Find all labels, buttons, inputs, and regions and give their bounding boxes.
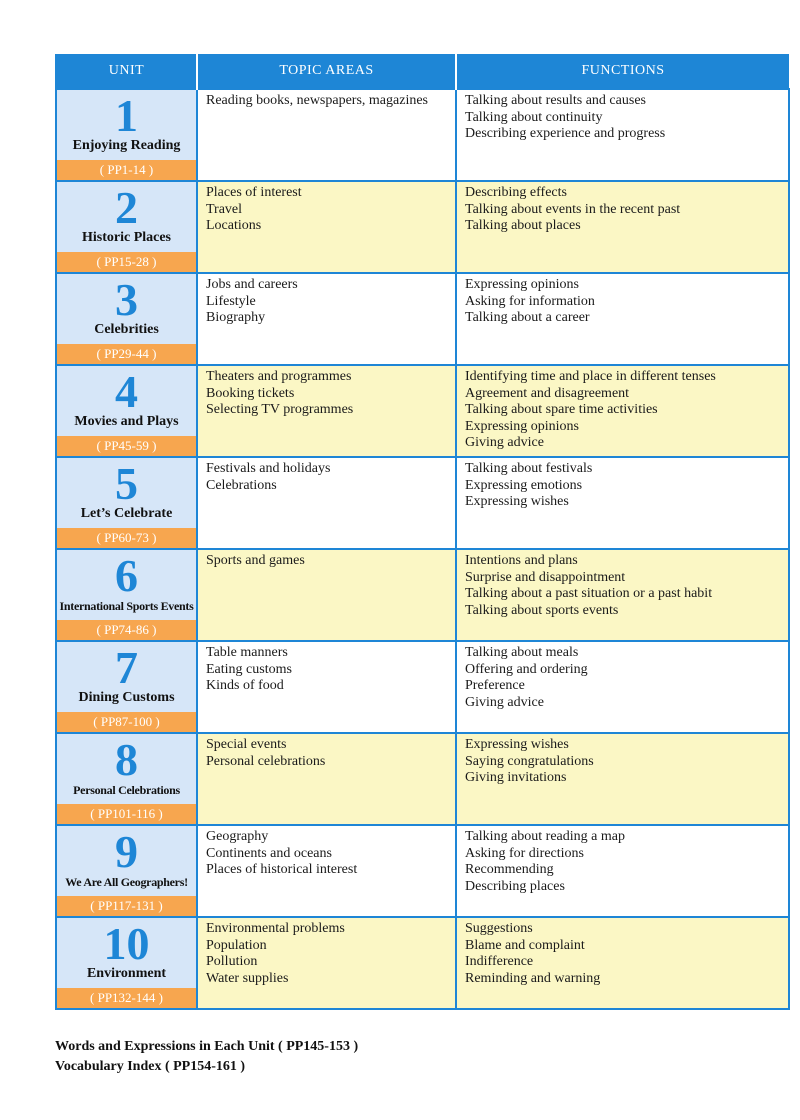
function-item: Blame and complaint bbox=[465, 937, 585, 953]
function-item: Expressing emotions bbox=[465, 477, 583, 493]
unit-title: Celebrities bbox=[94, 322, 159, 337]
function-item: Intentions and plans bbox=[465, 553, 578, 568]
topic-item: Places of interest bbox=[206, 185, 302, 200]
unit-number: 2 bbox=[115, 182, 138, 233]
function-item: Preference bbox=[465, 678, 525, 693]
unit-title: Historic Places bbox=[81, 230, 172, 245]
function-item: Talking about meals bbox=[465, 645, 579, 660]
unit-row bbox=[56, 733, 789, 825]
unit-pages: ( PP15-28 ) bbox=[57, 252, 196, 272]
unit-row bbox=[56, 549, 789, 641]
unit-cell bbox=[56, 641, 197, 733]
unit-pages: ( PP101-116 ) bbox=[57, 804, 196, 824]
function-item: Talking about events in the recent past bbox=[465, 201, 681, 217]
function-item: Talking about a career bbox=[465, 310, 590, 325]
unit-cell bbox=[56, 273, 197, 365]
topic-item: Biography bbox=[206, 310, 266, 325]
function-item: Giving advice bbox=[465, 435, 544, 450]
function-item: Talking about results and causes bbox=[465, 93, 646, 108]
unit-row bbox=[56, 457, 789, 549]
unit-pages: ( PP74-86 ) bbox=[57, 620, 196, 640]
topic-areas-cell bbox=[197, 89, 456, 181]
topic-item: Kinds of food bbox=[206, 678, 284, 693]
unit-cell bbox=[56, 365, 197, 457]
topic-areas-cell bbox=[197, 825, 456, 917]
topic-areas-cell bbox=[197, 181, 456, 273]
function-item: Talking about places bbox=[465, 218, 581, 233]
unit-title: We Are All Geographers! bbox=[65, 875, 188, 889]
contents-table bbox=[55, 54, 790, 1010]
topic-item: Theaters and programmes bbox=[206, 369, 352, 384]
function-item: Surprise and disappointment bbox=[465, 569, 626, 585]
unit-row bbox=[56, 365, 789, 457]
topic-item: Booking tickets bbox=[206, 385, 295, 401]
function-item: Talking about reading a map bbox=[465, 829, 625, 844]
topic-item: Reading books, newspapers, magazines bbox=[206, 93, 428, 108]
unit-cell bbox=[56, 917, 197, 1009]
footer bbox=[55, 1037, 358, 1077]
footer-words-expressions: Words and Expressions in Each Unit ( PP145-153 ) bbox=[55, 1039, 359, 1054]
unit-number: 5 bbox=[115, 458, 138, 509]
function-item: Saying congratulations bbox=[465, 753, 594, 769]
functions-cell bbox=[456, 733, 789, 825]
unit-title: Personal Celebrations bbox=[73, 783, 180, 797]
unit-cell bbox=[56, 181, 197, 273]
function-item: Asking for directions bbox=[465, 845, 584, 861]
function-item: Describing experience and progress bbox=[465, 126, 666, 141]
unit-pages: ( PP117-131 ) bbox=[57, 896, 196, 916]
unit-pages: ( PP29-44 ) bbox=[57, 344, 196, 364]
topic-item: Sports and games bbox=[206, 553, 305, 568]
function-item: Offering and ordering bbox=[465, 661, 588, 677]
topic-item: Population bbox=[206, 937, 267, 953]
unit-title: International Sports Events bbox=[59, 599, 194, 613]
unit-pages: ( PP1-14 ) bbox=[57, 160, 196, 180]
unit-pages: ( PP132-144 ) bbox=[57, 988, 196, 1008]
unit-row bbox=[56, 825, 789, 917]
functions-cell bbox=[456, 365, 789, 457]
function-item: Agreement and disagreement bbox=[465, 385, 630, 401]
unit-pages: ( PP87-100 ) bbox=[57, 712, 196, 732]
function-item: Suggestions bbox=[465, 921, 533, 936]
functions-cell bbox=[456, 181, 789, 273]
functions-cell bbox=[456, 273, 789, 365]
topic-item: Pollution bbox=[206, 954, 258, 969]
topic-item: Geography bbox=[206, 829, 269, 844]
unit-title: Enjoying Reading bbox=[72, 138, 181, 153]
unit-cell bbox=[56, 733, 197, 825]
unit-pages: ( PP60-73 ) bbox=[57, 528, 196, 548]
topic-item: Water supplies bbox=[206, 970, 289, 986]
topic-item: Places of historical interest bbox=[206, 862, 358, 877]
unit-row bbox=[56, 181, 789, 273]
topic-item: Celebrations bbox=[206, 477, 277, 493]
function-item: Asking for information bbox=[465, 293, 595, 309]
unit-cell bbox=[56, 549, 197, 641]
function-item: Expressing wishes bbox=[465, 737, 569, 752]
functions-cell bbox=[456, 917, 789, 1009]
unit-number: 3 bbox=[115, 274, 138, 325]
functions-cell bbox=[456, 641, 789, 733]
unit-cell bbox=[56, 825, 197, 917]
functions-cell bbox=[456, 549, 789, 641]
unit-number: 9 bbox=[115, 826, 138, 877]
function-item: Indifference bbox=[465, 954, 534, 969]
functions-cell bbox=[456, 457, 789, 549]
function-item: Identifying time and place in different tenses bbox=[465, 369, 716, 384]
topic-areas-cell bbox=[197, 457, 456, 549]
functions-cell bbox=[456, 825, 789, 917]
function-item: Reminding and warning bbox=[465, 970, 601, 986]
unit-number: 8 bbox=[115, 734, 138, 785]
topic-item: Lifestyle bbox=[206, 293, 256, 309]
topic-areas-cell bbox=[197, 365, 456, 457]
function-item: Talking about a past situation or a past habit bbox=[465, 586, 713, 601]
topic-areas-cell bbox=[197, 641, 456, 733]
function-item: Talking about festivals bbox=[465, 461, 593, 476]
function-item: Expressing opinions bbox=[465, 418, 579, 434]
function-item: Describing places bbox=[465, 878, 565, 894]
function-item: Describing effects bbox=[465, 185, 567, 200]
functions-cell bbox=[456, 89, 789, 181]
footer-vocabulary-index: Vocabulary Index ( PP154-161 ) bbox=[55, 1059, 246, 1074]
function-item: Talking about spare time activities bbox=[465, 402, 658, 417]
function-item: Expressing wishes bbox=[465, 494, 569, 509]
unit-row bbox=[56, 917, 789, 1009]
topic-item: Personal celebrations bbox=[206, 753, 326, 769]
topic-item: Festivals and holidays bbox=[206, 461, 331, 476]
topic-item: Selecting TV programmes bbox=[206, 402, 354, 417]
unit-pages: ( PP45-59 ) bbox=[57, 436, 196, 456]
topic-item: Locations bbox=[206, 218, 262, 233]
topic-item: Eating customs bbox=[206, 661, 292, 677]
unit-number: 6 bbox=[115, 550, 138, 601]
topic-item: Table manners bbox=[206, 645, 288, 660]
topic-areas-cell bbox=[197, 733, 456, 825]
topic-item: Special events bbox=[206, 737, 287, 752]
unit-title: Dining Customs bbox=[78, 690, 175, 705]
unit-cell bbox=[56, 457, 197, 549]
header-topic-areas: TOPIC AREAS bbox=[197, 54, 456, 89]
function-item: Giving advice bbox=[465, 694, 544, 710]
unit-number: 4 bbox=[115, 366, 138, 417]
topic-item: Travel bbox=[206, 201, 243, 217]
topic-item: Environmental problems bbox=[206, 921, 345, 936]
header-unit: UNIT bbox=[56, 54, 197, 89]
unit-title: Environment bbox=[86, 966, 167, 981]
function-item: Talking about sports events bbox=[465, 602, 619, 618]
unit-row bbox=[56, 89, 789, 181]
function-item: Talking about continuity bbox=[465, 109, 603, 125]
unit-cell bbox=[56, 89, 197, 181]
unit-number: 1 bbox=[115, 90, 138, 141]
unit-number: 10 bbox=[103, 918, 150, 969]
function-item: Expressing opinions bbox=[465, 277, 579, 292]
function-item: Recommending bbox=[465, 862, 554, 877]
function-item: Giving invitations bbox=[465, 770, 567, 785]
unit-row bbox=[56, 641, 789, 733]
units-body bbox=[56, 89, 789, 1009]
unit-title: Movies and Plays bbox=[74, 414, 179, 429]
header-functions: FUNCTIONS bbox=[456, 54, 789, 89]
header-row bbox=[56, 54, 789, 89]
unit-title: Let’s Celebrate bbox=[80, 506, 173, 521]
topic-areas-cell bbox=[197, 273, 456, 365]
topic-item: Jobs and careers bbox=[206, 277, 298, 292]
unit-row bbox=[56, 273, 789, 365]
unit-number: 7 bbox=[115, 642, 138, 693]
topic-areas-cell bbox=[197, 917, 456, 1009]
topic-areas-cell bbox=[197, 549, 456, 641]
topic-item: Continents and oceans bbox=[206, 845, 332, 861]
